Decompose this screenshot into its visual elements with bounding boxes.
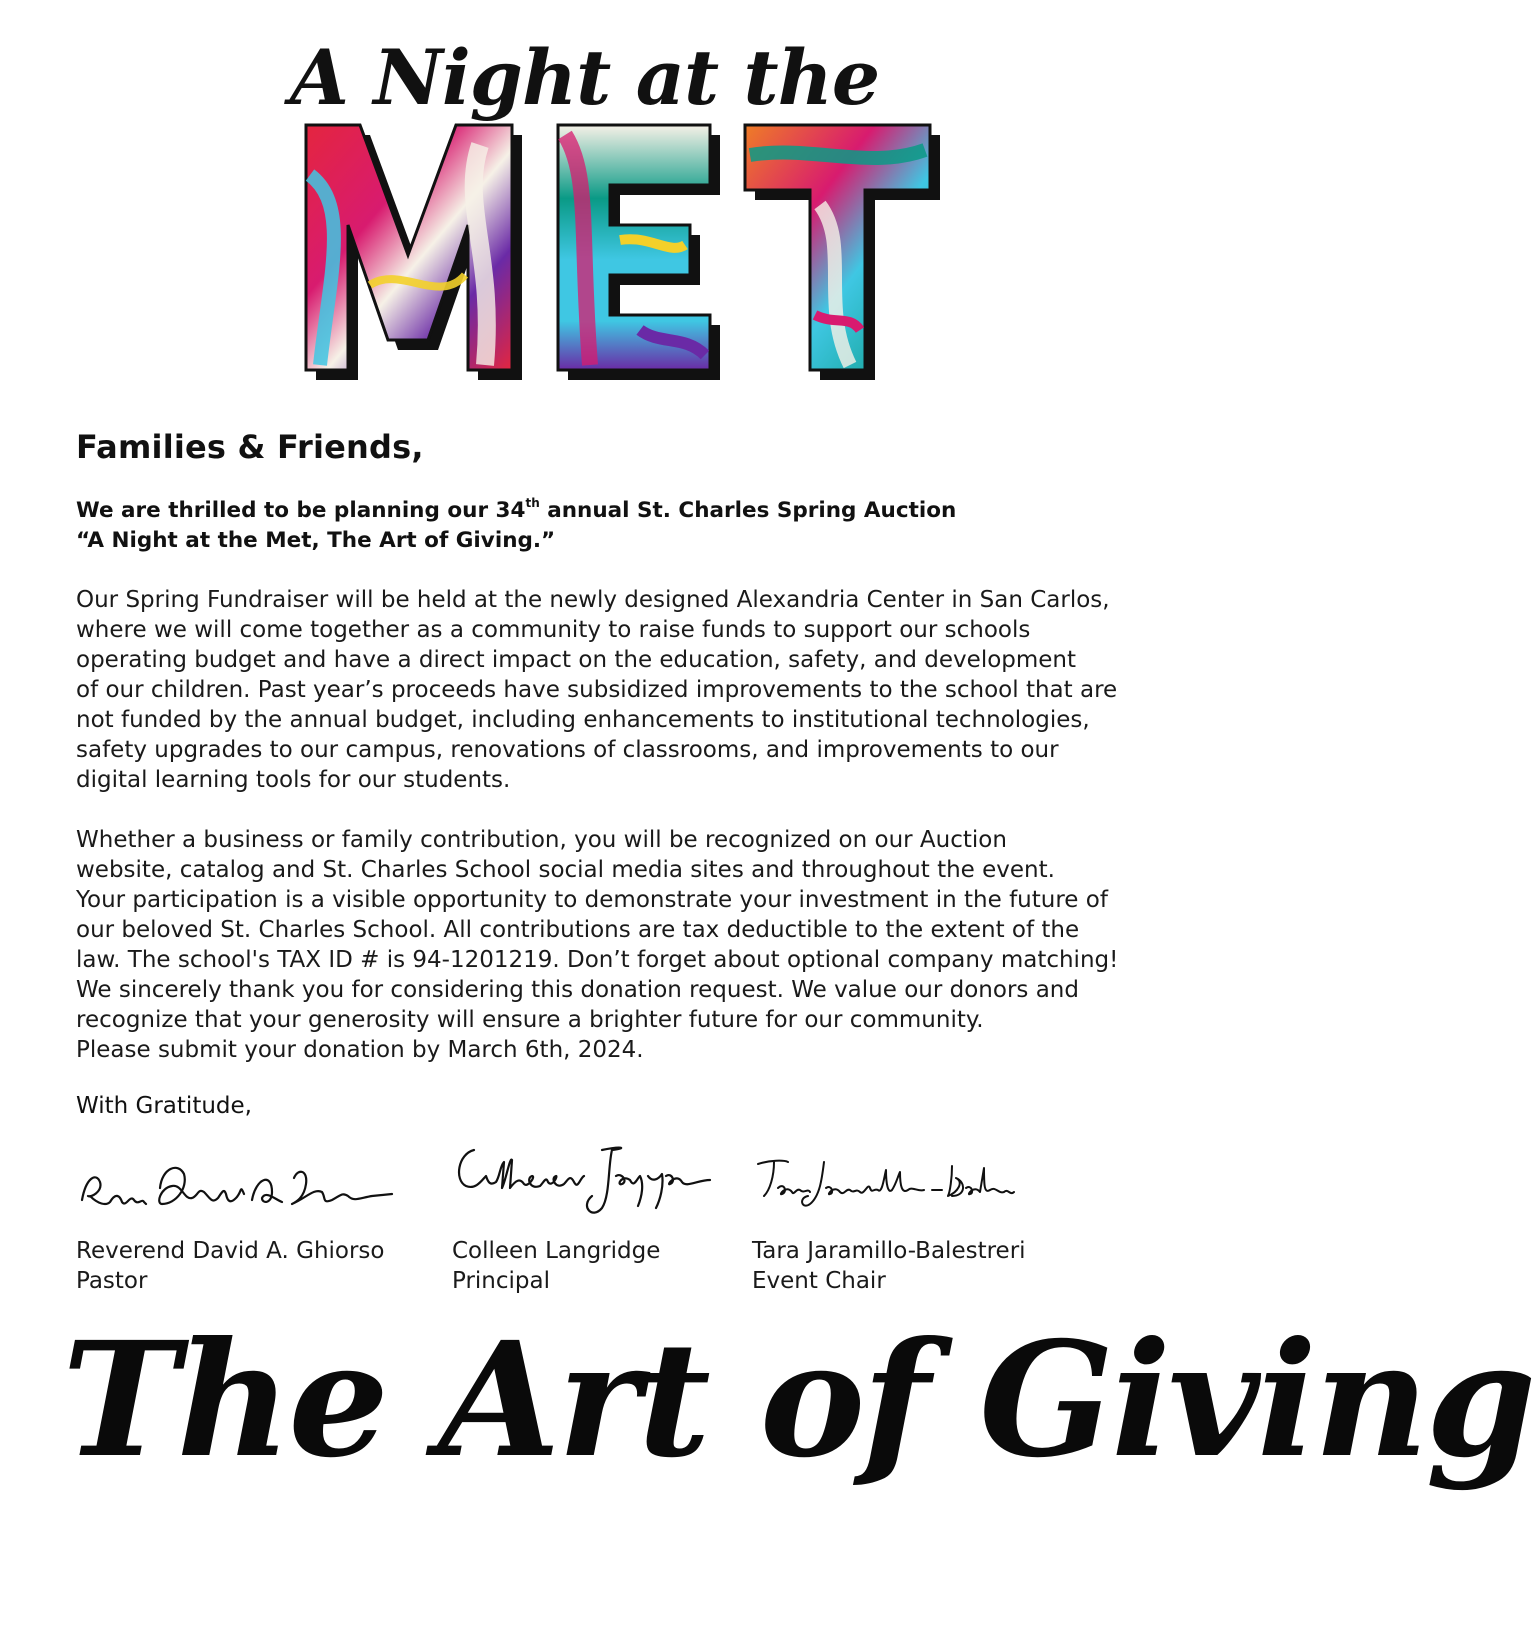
paragraph-line: Whether a business or family contribution, you will be recognized on our Auction — [76, 827, 1007, 853]
intro-line-1-text-end: annual St. Charles Spring Auction — [539, 498, 957, 523]
paragraph-line: website, catalog and St. Charles School social media sites and throughout the event. — [76, 857, 1055, 883]
letter-t — [745, 125, 940, 380]
signature-block-event-chair — [752, 1148, 1026, 1294]
signature-block-principal — [452, 1148, 712, 1294]
letter-closing: With Gratitude, — [76, 1093, 252, 1119]
paragraph-line: operating budget and have a direct impact on the education, safety, and development — [76, 647, 1077, 673]
signatory-title: Event Chair — [752, 1268, 886, 1294]
ordinal-suffix: th — [525, 495, 540, 510]
letter-e — [558, 125, 720, 380]
handwritten-signature — [76, 1148, 396, 1228]
paragraph-line: We sincerely thank you for considering this donation request. We value our donors and — [76, 977, 1079, 1003]
paragraph-line: law. The school's TAX ID # is 94-1201219. Don’t forget about optional company matching! — [76, 947, 1119, 973]
signatory-title: Pastor — [76, 1268, 148, 1294]
paragraph-line: of our children. Past year’s proceeds have subsidized improvements to the school that are — [76, 677, 1118, 703]
paragraph-line: recognize that your generosity will ensure a brighter future for our community. — [76, 1007, 984, 1033]
paragraph-line: safety upgrades to our campus, renovations of classrooms, and improvements to our — [76, 737, 1059, 763]
paragraph-line: digital learning tools for our students. — [76, 767, 511, 793]
paragraph-contribution — [76, 825, 1118, 1065]
letter-m — [306, 125, 522, 380]
paragraph-line: our beloved St. Charles School. All contributions are tax deductible to the extent of the — [76, 917, 1080, 943]
letter-intro — [76, 496, 956, 556]
intro-line-1-text: We are thrilled to be planning our 34 — [76, 498, 526, 523]
intro-line-2: “A Night at the Met, The Art of Giving.” — [76, 528, 556, 553]
paragraph-line: Please submit your donation by March 6th, 2024. — [76, 1037, 644, 1063]
event-logo — [290, 33, 990, 390]
signatory-name: Reverend David A. Ghiorso — [76, 1238, 385, 1264]
paragraph-line: not funded by the annual budget, including enhancements to institutional technologies, — [76, 707, 1090, 733]
signatory-name: Colleen Langridge — [452, 1238, 661, 1264]
paragraph-line: Your participation is a visible opportunity to demonstrate your investment in the future of — [76, 887, 1108, 913]
handwritten-signature — [452, 1136, 712, 1226]
letter-greeting: Families & Friends, — [76, 428, 424, 466]
intro-line-1 — [76, 496, 956, 526]
paragraph-fundraiser — [76, 585, 1117, 795]
footer-script-title: The Art of Giving — [62, 1308, 1533, 1493]
handwritten-signature — [752, 1148, 1022, 1218]
paragraph-line: Our Spring Fundraiser will be held at the newly designed Alexandria Center in San Carlos, — [76, 587, 1110, 613]
met-painted-letters — [290, 115, 990, 415]
signatory-title: Principal — [452, 1268, 551, 1294]
signature-block-pastor — [76, 1148, 396, 1294]
logo-script-title: A Night at the — [290, 33, 880, 122]
paragraph-line: where we will come together as a community to raise funds to support our schools — [76, 617, 1031, 643]
signatory-name: Tara Jaramillo-Balestreri — [752, 1238, 1026, 1264]
